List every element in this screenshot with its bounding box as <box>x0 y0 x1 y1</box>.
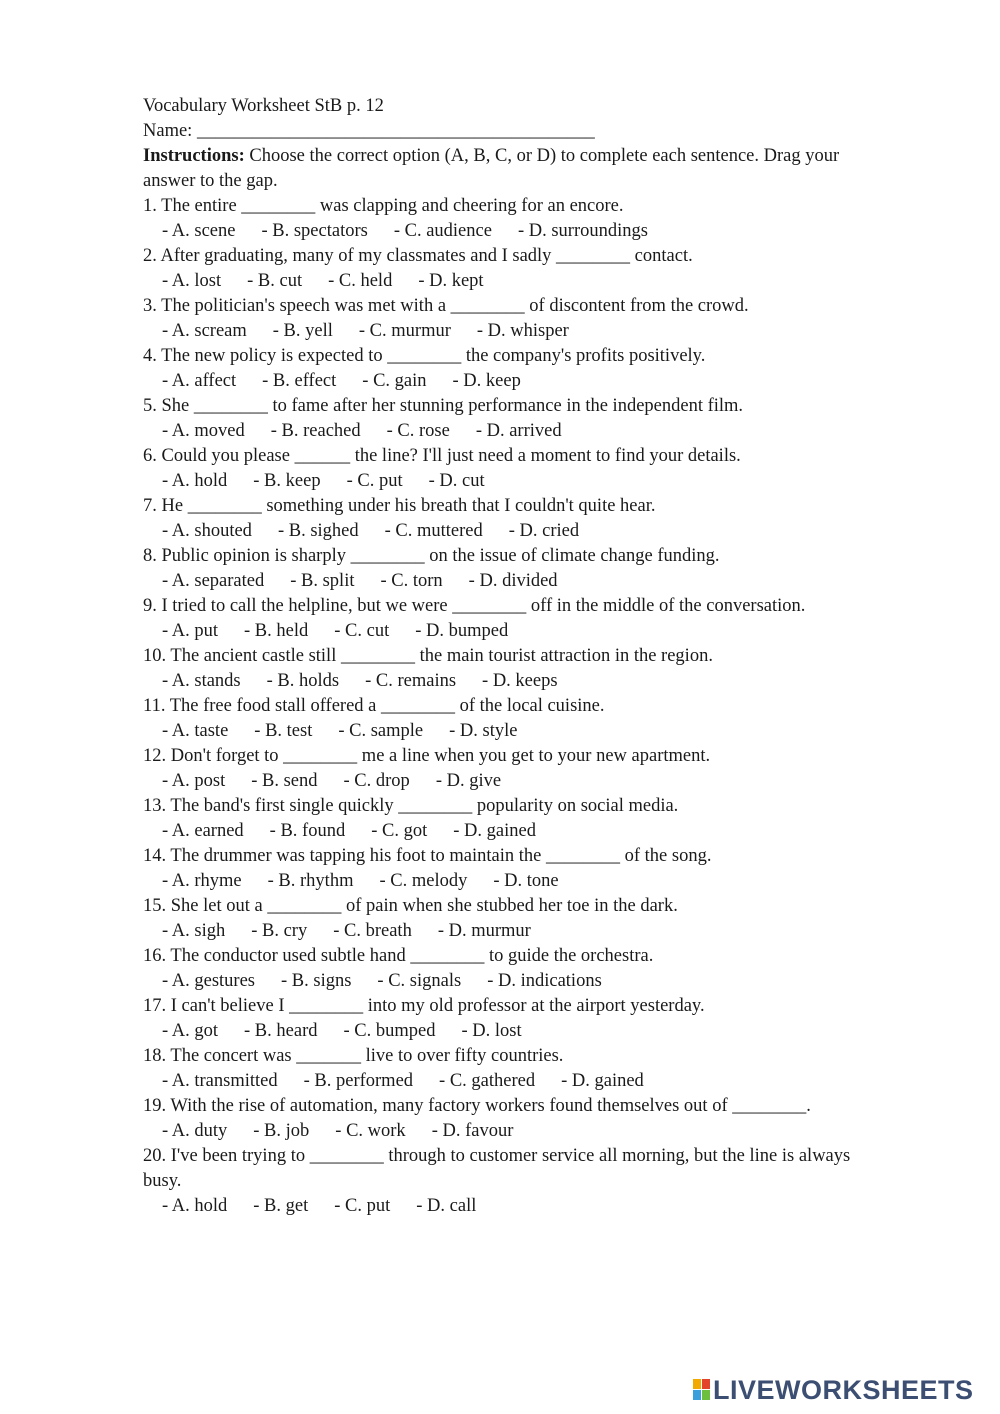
answer-option[interactable]: - B. send <box>251 771 318 791</box>
answer-option[interactable]: - A. transmitted <box>162 1071 278 1091</box>
answer-option[interactable]: - C. sample <box>338 721 424 741</box>
question-text: 6. Could you please ______ the line? I'll just need a moment to find your details. <box>143 446 741 466</box>
question-text: 2. After graduating, many of my classmates and I sadly ________ contact. <box>143 246 693 266</box>
answer-option[interactable]: - B. reached <box>270 421 361 441</box>
answer-options <box>143 719 933 744</box>
question-text: 14. The drummer was tapping his foot to maintain the ________ of the song. <box>143 846 712 866</box>
answer-option[interactable]: - A. separated <box>162 571 265 591</box>
question-text-continued: busy. <box>143 1171 182 1191</box>
answer-option[interactable]: - B. cry <box>251 921 308 941</box>
answer-option[interactable]: - C. melody <box>379 871 468 891</box>
answer-options <box>143 1069 933 1094</box>
answer-option[interactable]: - B. heard <box>244 1021 318 1041</box>
answer-option[interactable]: - B. get <box>253 1196 309 1216</box>
answer-option[interactable]: - B. rhythm <box>267 871 354 891</box>
name-blank: ___________________________________________ <box>196 121 595 141</box>
name-label: Name: <box>143 121 193 141</box>
question-text: 17. I can't believe I ________ into my old professor at the airport yesterday. <box>143 996 705 1016</box>
answer-option[interactable]: - D. murmur <box>437 921 531 941</box>
answer-option[interactable]: - D. bumped <box>415 621 509 641</box>
answer-option[interactable]: - C. put <box>334 1196 391 1216</box>
question-text: 19. With the rise of automation, many factory workers found themselves out of ________. <box>143 1096 811 1116</box>
answer-option[interactable]: - B. spectators <box>261 221 368 241</box>
instructions-label: Instructions: <box>143 146 245 166</box>
answer-option[interactable]: - A. moved <box>162 421 245 441</box>
answer-option[interactable]: - D. keeps <box>482 671 558 691</box>
answer-option[interactable]: - D. keep <box>452 371 521 391</box>
answer-option[interactable]: - D. indications <box>487 971 602 991</box>
answer-option[interactable]: - C. remains <box>365 671 457 691</box>
answer-option[interactable]: - B. cut <box>247 271 303 291</box>
answer-options <box>143 1119 933 1144</box>
answer-option[interactable]: - A. rhyme <box>162 871 242 891</box>
answer-option[interactable]: - A. put <box>162 621 219 641</box>
logo-square <box>702 1390 710 1400</box>
answer-option[interactable]: - C. gathered <box>439 1071 536 1091</box>
answer-options <box>143 569 933 594</box>
answer-option[interactable]: - C. drop <box>343 771 410 791</box>
answer-option[interactable]: - A. taste <box>162 721 229 741</box>
question-text: 13. The band's first single quickly ________ popularity on social media. <box>143 796 679 816</box>
answer-option[interactable]: - A. hold <box>162 1196 228 1216</box>
answer-options <box>143 269 933 294</box>
answer-option[interactable]: - C. torn <box>380 571 443 591</box>
answer-option[interactable]: - A. affect <box>162 371 237 391</box>
answer-option[interactable]: - A. post <box>162 771 226 791</box>
question-list <box>143 194 933 1219</box>
answer-option[interactable]: - D. divided <box>468 571 558 591</box>
answer-options <box>143 469 933 494</box>
answer-option[interactable]: - B. sighed <box>277 521 359 541</box>
answer-option[interactable]: - C. got <box>371 821 428 841</box>
answer-options <box>143 819 933 844</box>
answer-option[interactable]: - A. got <box>162 1021 219 1041</box>
answer-options <box>143 219 933 244</box>
answer-option[interactable]: - C. cut <box>334 621 390 641</box>
answer-option[interactable]: - D. gained <box>561 1071 644 1091</box>
question-text: 5. She ________ to fame after her stunning performance in the independent film. <box>143 396 744 416</box>
answer-option[interactable]: - C. breath <box>333 921 412 941</box>
question-text: 9. I tried to call the helpline, but we were ________ off in the middle of the conversation. <box>143 596 806 616</box>
answer-options <box>143 1019 933 1044</box>
instructions <box>143 144 933 169</box>
answer-option[interactable]: - C. murmur <box>358 321 451 341</box>
answer-options <box>143 969 933 994</box>
answer-option[interactable]: - C. rose <box>386 421 450 441</box>
answer-options <box>143 869 933 894</box>
answer-options <box>143 1194 933 1219</box>
answer-option[interactable]: - B. held <box>244 621 309 641</box>
question-text: 18. The concert was _______ live to over fifty countries. <box>143 1046 564 1066</box>
question-text: 3. The politician's speech was met with a ________ of discontent from the crowd. <box>143 296 749 316</box>
answer-option[interactable]: - D. lost <box>461 1021 522 1041</box>
logo-text: LIVEWORKSHEETS <box>713 1374 974 1405</box>
answer-option[interactable]: - A. stands <box>162 671 241 691</box>
answer-option[interactable]: - B. job <box>253 1121 310 1141</box>
answer-option[interactable]: - A. lost <box>162 271 222 291</box>
answer-options <box>143 369 933 394</box>
answer-options <box>143 669 933 694</box>
logo-square <box>693 1379 701 1389</box>
answer-option[interactable]: - A. earned <box>162 821 244 841</box>
answer-option[interactable]: - A. sigh <box>162 921 226 941</box>
answer-option[interactable]: - D. cried <box>508 521 580 541</box>
answer-option[interactable]: - C. put <box>346 471 403 491</box>
answer-option[interactable]: - B. holds <box>266 671 340 691</box>
answer-option[interactable]: - B. found <box>269 821 346 841</box>
answer-option[interactable]: - B. performed <box>303 1071 414 1091</box>
answer-option[interactable]: - D. favour <box>431 1121 514 1141</box>
question-text: 8. Public opinion is sharply ________ on the issue of climate change funding. <box>143 546 720 566</box>
answer-option[interactable]: - D. arrived <box>475 421 562 441</box>
question-text: 16. The conductor used subtle hand ________ to guide the orchestra. <box>143 946 654 966</box>
answer-option[interactable]: - D. gained <box>453 821 536 841</box>
answer-option[interactable]: - D. give <box>435 771 502 791</box>
question-text: 4. The new policy is expected to ________ the company's profits positively. <box>143 346 706 366</box>
answer-option[interactable]: - B. yell <box>272 321 333 341</box>
answer-option[interactable]: - A. shouted <box>162 521 252 541</box>
answer-option[interactable]: - A. scene <box>162 221 236 241</box>
answer-option[interactable]: - D. call <box>416 1196 477 1216</box>
question-text: 12. Don't forget to ________ me a line when you get to your new apartment. <box>143 746 711 766</box>
answer-option[interactable]: - C. audience <box>393 221 492 241</box>
answer-option[interactable]: - D. cut <box>428 471 485 491</box>
answer-option[interactable]: - C. held <box>328 271 393 291</box>
logo-square <box>702 1379 710 1389</box>
answer-option[interactable]: - D. surroundings <box>517 221 648 241</box>
answer-option[interactable]: - C. muttered <box>384 521 483 541</box>
question-text: 15. She let out a ________ of pain when she stubbed her toe in the dark. <box>143 896 678 916</box>
answer-option[interactable]: - B. effect <box>262 371 337 391</box>
answer-option[interactable]: - C. work <box>335 1121 406 1141</box>
answer-option[interactable]: - B. keep <box>253 471 321 491</box>
answer-option[interactable]: - A. hold <box>162 471 228 491</box>
answer-option[interactable]: - C. bumped <box>343 1021 436 1041</box>
instructions-continued: answer to the gap. <box>143 171 278 191</box>
answer-option[interactable]: - C. signals <box>377 971 462 991</box>
question-text: 1. The entire ________ was clapping and cheering for an encore. <box>143 196 624 216</box>
answer-options <box>143 619 933 644</box>
question-text: 10. The ancient castle still ________ the main tourist attraction in the region. <box>143 646 713 666</box>
instructions-text: Choose the correct option (A, B, C, or D) to complete each sentence. Drag your <box>244 146 840 166</box>
answer-options <box>143 419 933 444</box>
liveworksheets-logo <box>693 1376 974 1404</box>
logo-icon <box>693 1379 711 1401</box>
answer-option[interactable]: - B. test <box>254 721 313 741</box>
answer-options <box>143 319 933 344</box>
answer-option[interactable]: - B. split <box>290 571 355 591</box>
answer-option[interactable]: - A. scream <box>162 321 247 341</box>
question-text: 20. I've been trying to ________ through to customer service all morning, but the line is always <box>143 1146 851 1166</box>
answer-option[interactable]: - A. gestures <box>162 971 255 991</box>
answer-options <box>143 519 933 544</box>
answer-option[interactable]: - B. signs <box>281 971 352 991</box>
logo-square <box>693 1390 701 1400</box>
answer-option[interactable]: - C. gain <box>362 371 427 391</box>
answer-option[interactable]: - D. kept <box>418 271 484 291</box>
answer-option[interactable]: - D. style <box>449 721 518 741</box>
worksheet-title: Vocabulary Worksheet StB p. 12 <box>143 96 384 116</box>
answer-option[interactable]: - A. duty <box>162 1121 228 1141</box>
answer-option[interactable]: - D. tone <box>493 871 559 891</box>
answer-options <box>143 769 933 794</box>
worksheet <box>143 94 933 1219</box>
answer-option[interactable]: - D. whisper <box>476 321 569 341</box>
answer-options <box>143 919 933 944</box>
name-line <box>143 119 933 144</box>
question-text: 7. He ________ something under his breath that I couldn't quite hear. <box>143 496 656 516</box>
question-text: 11. The free food stall offered a ________ of the local cuisine. <box>143 696 605 716</box>
